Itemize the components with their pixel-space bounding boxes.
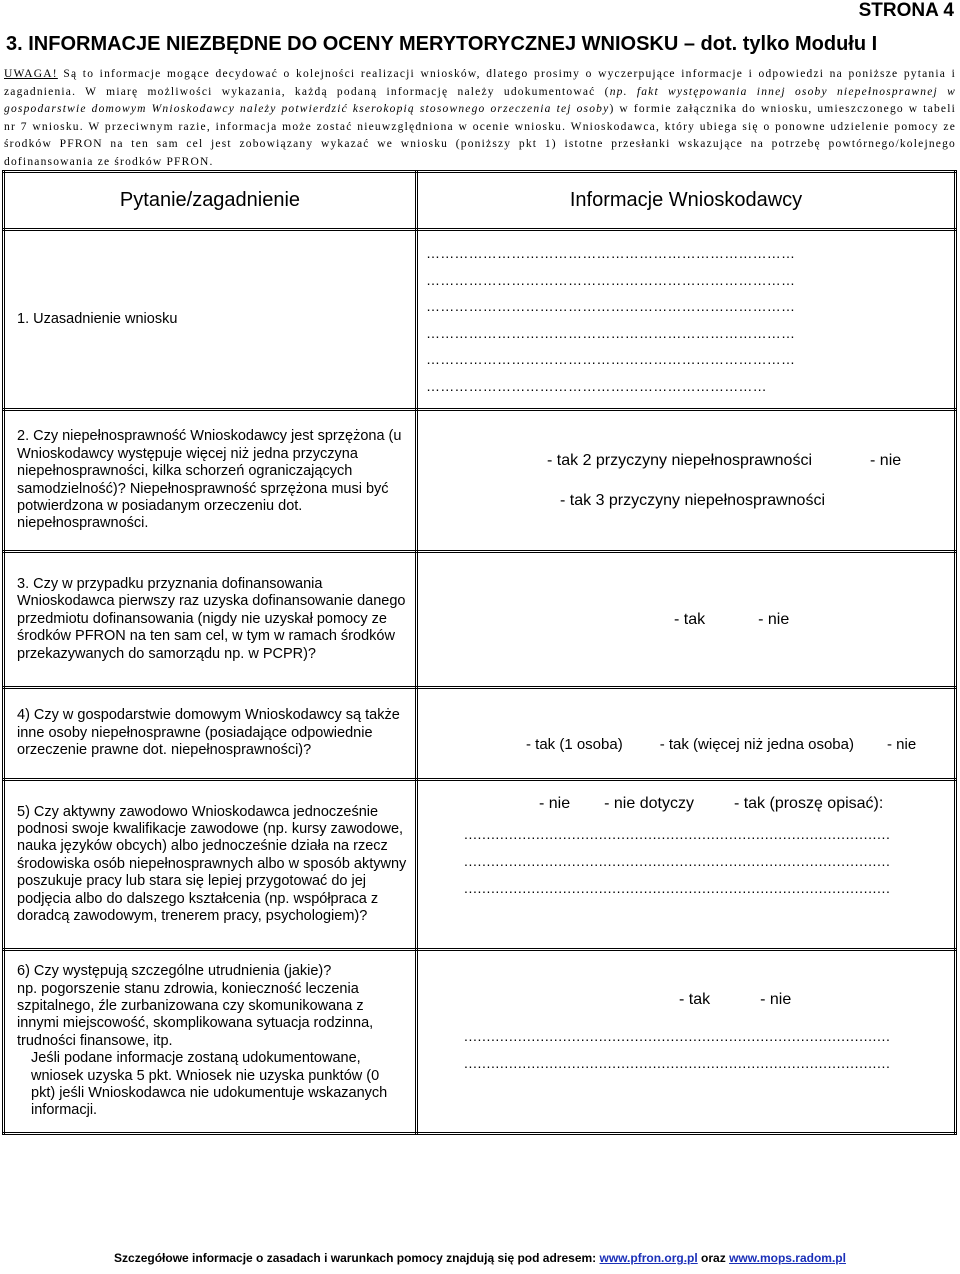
notice-paragraph	[4, 66, 956, 172]
answer-4-options	[417, 688, 956, 780]
answer-1-field[interactable]	[417, 230, 956, 410]
option-no[interactable]: - nie	[886, 735, 917, 753]
question-5: 5) Czy aktywny zawodowo Wnioskodawca jednocześnie podnosi swoje kwalifikacje zawodowe (np. kursy zawodowe, nauka języków obcych) albo jednocześnie działa na rzecz środowiska osób niepełnosprawnych albo w sposób aktywny poszukuje pracy lub stara się lepiej przygotować do jej podjęcia albo do dalszego kształcenia (np. współpraca z doradcą zawodowym, trenerem pracy, psychologiem)?	[4, 780, 417, 950]
question-1: 1. Uzasadnienie wniosku	[4, 230, 417, 410]
dotted-line: ……………………………………………………………………	[426, 298, 796, 314]
option-no[interactable]: - nie	[758, 610, 790, 628]
question-6-scoring-note: Jeśli podane informacje zostaną udokumentowane, wniosek uzyska 5 pkt. Wniosek nie uzyska punktów (0 pkt) jeśli Wnioskodawca nie udokumentuje wskazanych informacji.	[31, 1050, 388, 1119]
answer-5-options	[417, 780, 956, 950]
describe-line[interactable]: ...............................................................................................	[464, 1028, 891, 1045]
footer-conjunction: oraz	[697, 1251, 730, 1265]
describe-line[interactable]: ...............................................................................................	[464, 853, 891, 870]
dotted-line: ……………………………………………………………………	[426, 351, 796, 367]
answer-3-options	[417, 552, 956, 688]
footer-text: Szczegółowe informacje o zasadach i warunkach pomocy znajdują się pod adresem:	[114, 1251, 600, 1265]
option-not-applicable[interactable]: - nie dotyczy	[604, 795, 694, 812]
option-yes-describe[interactable]: - tak (proszę opisać):	[733, 795, 884, 812]
notice-example-italic: np. fakt występowania innej osoby niepełnosprawnej w gospodarstwie domowym Wnioskodawcy należy potwierdzić kserokopią stosownego orzeczenia tej osoby	[4, 85, 956, 116]
option-yes[interactable]: - tak	[679, 991, 711, 1008]
describe-line[interactable]: ...............................................................................................	[464, 826, 891, 843]
question-2: 2. Czy niepełnosprawność Wnioskodawcy jest sprzężona (u Wnioskodawcy występuje więcej niż jedna przyczyna niepełnosprawności, kilka schorzeń ograniczających samodzielność)? Niepełnosprawność sprzężona musi być potwierdzona w posiadanym orzeczeniu dot. niepełnosprawności.	[4, 410, 417, 552]
option-two-causes[interactable]: - tak 2 przyczyny niepełnosprawności	[547, 451, 813, 469]
table-row-other-disabled	[4, 688, 956, 780]
warning-label: UWAGA!	[4, 68, 58, 80]
table-row-coupled-disability	[4, 410, 956, 552]
header-answer-column: Informacje Wnioskodawcy	[417, 172, 956, 230]
pfron-link[interactable]: www.pfron.org.pl	[599, 1251, 698, 1265]
dotted-line: ………………………………………………………………	[426, 377, 767, 394]
notice-text-2: ) w formie załącznika do wniosku, umieszczonego w tabeli nr 7 wniosku. W przeciwnym razie, informacja może zostać nieuwzględniona w ocenie wniosku. Wnioskodawca, który ubiega się o ponowne udzielenie pomocy ze środków PFRON na ten sam cel jest zobowiązany wykazać we wniosku (poniższy pkt 1) istotne przesłanki wskazujące na potrzebę powtórnego/kolejnego dofinansowania ze środków PFRON.	[4, 103, 956, 168]
option-three-causes[interactable]: - tak 3 przyczyny niepełnosprawności	[560, 492, 826, 509]
describe-line[interactable]: ...............................................................................................	[464, 1055, 891, 1072]
page-number-label: STRONA 4	[858, 0, 954, 21]
dotted-line: ……………………………………………………………………	[426, 245, 796, 261]
assessment-form-table	[2, 170, 957, 1135]
section-title: 3. INFORMACJE NIEZBĘDNE DO OCENY MERYTORYCZNEJ WNIOSKU – dot. tylko Modułu I	[6, 33, 878, 55]
question-4: 4) Czy w gospodarstwie domowym Wnioskodawcy są także inne osoby niepełnosprawne (posiadające odpowiednie orzeczenie prawne dot. niepełnosprawności)?	[4, 688, 417, 780]
question-3: 3. Czy w przypadku przyznania dofinansowania Wnioskodawca pierwszy raz uzyska dofinansowanie danego przedmiotu dofinansowania (nigdy nie uzyskał pomocy ze środków PFRON na ten sam cel, w tym w ramach środków przekazywanych do samorządu np. w PCPR)?	[4, 552, 417, 688]
answer-6-options	[417, 950, 956, 1134]
option-one-person[interactable]: - tak (1 osoba)	[526, 735, 623, 753]
question-6	[4, 950, 417, 1134]
table-header-row	[4, 172, 956, 230]
table-row-justification	[4, 230, 956, 410]
question-6-examples: np. pogorszenie stanu zdrowia, konieczność leczenia szpitalnego, źle zurbanizowana czy skomunikowana z innymi miejscowość, skomplikowana sytuacja rodzinna, trudności finansowe, itp.	[17, 980, 374, 1049]
answer-2-options	[417, 410, 956, 552]
dotted-line: ……………………………………………………………………	[426, 271, 796, 288]
table-row-difficulties	[4, 950, 956, 1134]
mops-link[interactable]: www.mops.radom.pl	[729, 1251, 846, 1265]
header-question-column: Pytanie/zagadnienie	[4, 172, 417, 230]
option-no[interactable]: - nie	[760, 991, 792, 1008]
option-more-persons[interactable]: - tak (więcej niż jedna osoba)	[659, 735, 854, 753]
footer-info	[0, 1251, 960, 1265]
option-yes[interactable]: - tak	[674, 610, 706, 628]
describe-line[interactable]: ...............................................................................................	[464, 880, 891, 897]
table-row-qualifications	[4, 780, 956, 950]
table-row-first-funding	[4, 552, 956, 688]
option-no[interactable]: - nie	[539, 795, 571, 812]
option-no[interactable]: - nie	[870, 451, 902, 469]
notice-text-1: Są to informacje mogące decydować o kolejności realizacji wniosków, dlatego prosimy o wyczerpujące informacje i odpowiedzi na poniższe pytania i zagadnienia. W miarę możliwości wykazania, każdą podaną informację należy udokumentować (	[4, 68, 956, 98]
dotted-line: ……………………………………………………………………	[426, 324, 796, 341]
question-6-heading: 6) Czy występują szczególne utrudnienia (jakie)?	[17, 963, 332, 980]
